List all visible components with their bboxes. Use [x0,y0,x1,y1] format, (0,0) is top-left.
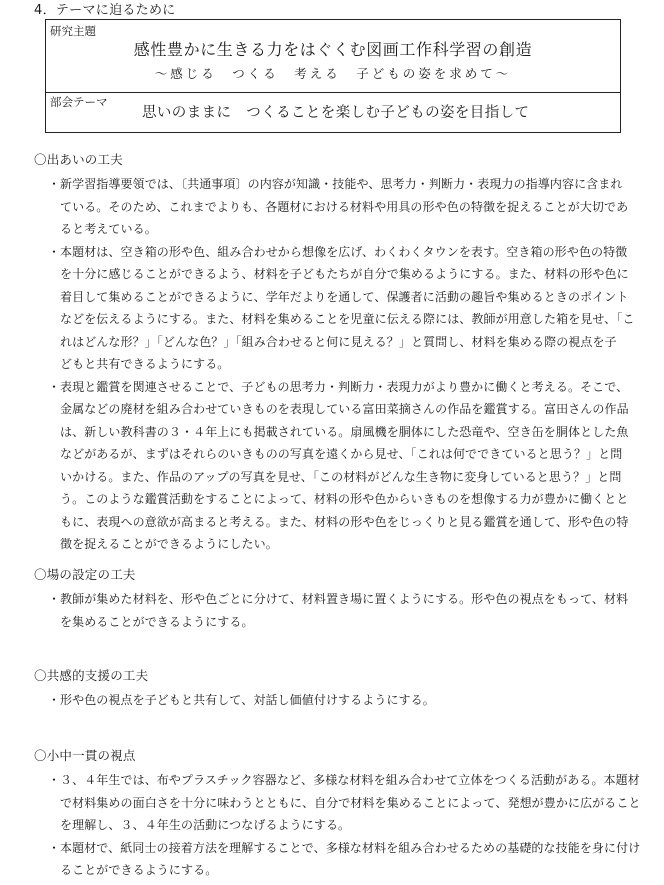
section-title: 〇場の設定の工夫 [34,567,136,582]
text-line: を十分に感じることができるよう、材料を子どもたちが自分で集めるようにする。また、材料の形や色に [60,267,629,281]
text-line: を集めることができるようにする。 [60,614,254,629]
section-empathetic-support [34,667,644,712]
text-line: 着目して集めることができるように、学年だよりを通して、保護者に活動の趣旨や集めるときのポイント [60,289,629,304]
text-line: ている。そのため、これまでよりも、各題材における材料や用具の形や色の特徴を捉えることが大切であ [60,199,629,214]
section-title: 〇小中一貫の視点 [34,748,136,763]
text-line: などを伝えるようにする。また、材料を集めることを児童に伝える際には、教師が用意した箱を見せ、「こ [60,312,635,326]
bullet-icon: ・ [48,693,61,707]
section-elementary-junior-continuity [34,747,644,882]
section-encounter [34,151,644,556]
text-line: 教師が集めた材料を、形や色ごとに分けて、材料置き場に置くようにする。形や色の視点をもって、材料 [60,592,629,606]
list-item [48,376,640,556]
bullet-icon: ・ [48,379,61,394]
box-divider [46,92,620,93]
text-line: 本題材で、紙同士の接着方法を理解することで、多様な材料を組み合わせるための基礎的な技能を身に付け [60,840,641,855]
text-line: う。このような鑑賞活動をすることによって、材料の形や色からいきものを想像する力が豊かに働くとと [60,492,629,506]
list-item [48,769,640,837]
bullet-icon: ・ [48,592,61,606]
list-item [48,837,640,882]
research-topic-subtitle: ～感じる つくる 考える 子どもの姿を求めて～ [154,66,512,81]
research-topic-title: 感性豊かに生きる力をはぐくむ図画工作科学習の創造 [133,40,533,59]
text-line: いかける。また、作品のアップの写真を見せ、「この材料がどんな生き物に変身していると思う？」と問 [60,469,622,484]
text-line: 金属などの廃材を組み合わせていきものを表現している富田菜摘さんの作品を鑑賞する。富田さんの作品 [60,402,629,416]
bullet-icon: ・ [48,177,61,191]
list-item [48,689,640,712]
section-title: 〇共感的支援の工夫 [34,668,149,683]
text-line: 形や色の視点を子どもと共有して、対話し価値付けするようにする。 [60,693,435,707]
bullet-icon: ・ [48,244,61,259]
section-place-setting [34,566,644,633]
text-line: を理解し、３、４年生の活動につなげるようにする。 [60,818,351,832]
section-heading: 4．テーマに迫るために [34,3,176,18]
text-line: で材料集めの面白さを十分に味わうとともに、自分で材料を集めることによって、発想が豊かに広がること [60,795,641,810]
research-topic-box [45,19,621,133]
research-topic-label: 研究主題 [50,24,96,38]
text-line: ることができるようにする。 [60,863,218,877]
text-line: 徴を捉えることができるようにしたい。 [60,537,278,551]
section-title: 〇出あいの工夫 [34,152,123,167]
list-item [48,241,640,376]
text-line: もに、表現への意欲が高まると考える。また、材料の形や色をじっくりと見る鑑賞を通して、形や色の特 [60,514,629,529]
division-theme-text: 思いのままに つくることを楽しむ子どもの姿を目指して [142,105,530,121]
text-line: どもと共有できるようにする。 [60,357,230,371]
list-item [48,173,640,241]
text-line: ３、４年生では、布やプラスチック容器など、多様な材料を組み合わせて立体をつくる活動がある。本題材 [60,773,640,787]
text-line: 表現と鑑賞を関連させることで、子どもの思考力・判断力・表現力がより豊かに働くと考える。そこで、 [60,379,629,394]
bullet-icon: ・ [48,773,61,787]
bullet-icon: ・ [48,840,61,855]
list-item [48,588,640,633]
text-line: れはどんな形？」「どんな色？」「組み合わせると何に見える？」と質問し、材料を集める際の視点を子 [60,334,617,349]
text-line: 新学習指導要領では、〔共通事項〕の内容が知識・技能や、思考力・判断力・表現力の指導内容に含まれ [60,177,623,191]
text-line: 本題材は、空き箱の形や色、組み合わせから想像を広げ、わくわくタウンを表す。空き箱の形や色の特徴 [60,244,628,259]
text-line: などがあるが、まずはそれらのいきものの写真を遠くから見せ、「これは何でできていると思う？」と問 [60,447,623,461]
text-line: は、新しい教科書の３・４年上にも掲載されている。扇風機を胴体にした恐竜や、空き缶を胴体とした魚 [60,424,629,439]
division-theme-label: 部会テーマ [50,95,108,109]
text-line: ると考えている。 [60,222,157,236]
